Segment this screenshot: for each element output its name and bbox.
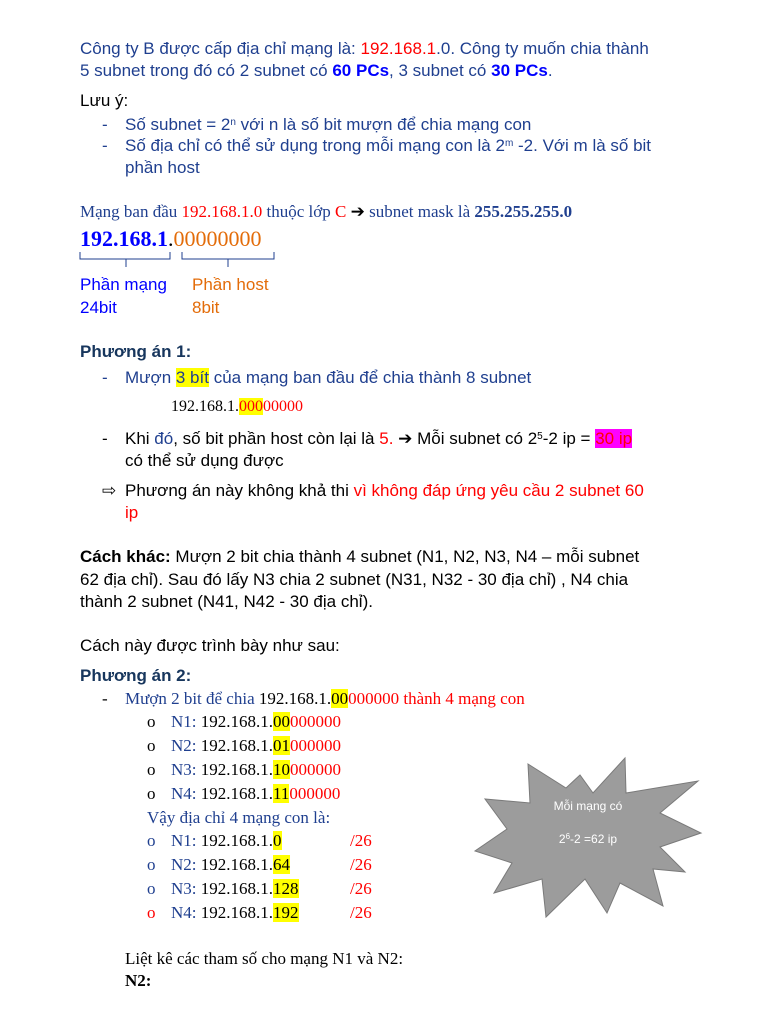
bullet-circle: o xyxy=(147,760,156,779)
subnet-decimal-row xyxy=(171,855,290,875)
host-bits: 000000 xyxy=(290,712,341,731)
text: -2 ip = xyxy=(542,429,596,448)
host-part-label: Phần host xyxy=(192,275,269,294)
conclusion-arrow-icon: ⇨ xyxy=(102,481,117,500)
note-text: Số địa chỉ có thể sử dụng trong mỗi mạng con là 2 xyxy=(125,136,505,155)
other-line-3: thành 2 subnet (N41, N42 - 30 địa chỉ). xyxy=(80,592,373,611)
reason-cont: ip xyxy=(125,503,139,522)
text: đó xyxy=(154,429,174,448)
bullet-circle: o xyxy=(147,855,156,874)
intro-line-2 xyxy=(80,61,553,81)
bullet-dash: - xyxy=(102,689,108,708)
borrowed-bits: 000 xyxy=(239,398,263,415)
option-1-bullet-1 xyxy=(125,368,531,388)
note-text: Số subnet = 2 xyxy=(125,115,231,134)
subnet-binary-row xyxy=(171,736,341,756)
text: Phương án này không khả thi xyxy=(125,481,354,500)
host-bits: 8bit xyxy=(192,298,220,317)
network-bits: 24bit xyxy=(80,298,117,317)
ip-prefix: 192.168.1. xyxy=(196,736,273,755)
option-2-title: Phương án 2: xyxy=(80,666,192,685)
ip-prefix: 192.168.1. xyxy=(196,760,273,779)
callout-line-1: Mỗi mạng có xyxy=(553,799,623,813)
ip-prefix: 192.168.1. xyxy=(196,784,273,803)
orig-network-line xyxy=(80,202,572,222)
ip-prefix: 192.168.1. xyxy=(196,831,273,850)
subnet-name: N3: xyxy=(171,879,197,898)
subnet-octet: 64 xyxy=(273,855,290,874)
subnet-mask: 255.255.255.0 xyxy=(474,202,573,221)
superscript: 6 xyxy=(565,832,571,841)
subnet-binary-row xyxy=(171,784,340,804)
prefix-length: /26 xyxy=(350,831,372,850)
arrow-right-icon: ➔ xyxy=(398,429,413,448)
text: của mạng ban đầu để chia thành 8 subnet xyxy=(208,368,532,387)
text: Mượn 2 bit chia thành 4 subnet (N1, N2, N3, N4 – mỗi subnet xyxy=(170,547,640,566)
prefix-length: /26 xyxy=(350,879,372,898)
note-title: Lưu ý: xyxy=(80,91,129,110)
subnet-binary-row xyxy=(171,760,341,780)
text: , số bit phần host còn lại là xyxy=(173,429,380,448)
superscript: 5 xyxy=(537,431,543,442)
list-params: Liệt kê các tham số cho mạng N1 và N2: xyxy=(125,949,404,968)
binary-address xyxy=(80,226,262,252)
subnet-octet: 0 xyxy=(273,831,282,850)
ip-count: 30 ip xyxy=(595,429,633,448)
host-bits: 000000 xyxy=(290,736,341,755)
orig-text: subnet mask là xyxy=(364,202,475,221)
orig-class: C xyxy=(335,202,347,221)
host-bits: 000000 xyxy=(290,760,341,779)
host-part: 00000000 xyxy=(173,226,262,251)
network-part: 192.168.1 xyxy=(80,226,168,251)
host-bits: 000000 xyxy=(289,784,341,803)
requirement-30: 30 PCs xyxy=(491,61,548,80)
highlight: 3 bít xyxy=(175,368,209,387)
subnet-bits: 01 xyxy=(273,736,290,755)
text: Mượn xyxy=(125,368,176,387)
ip-prefix: 192.168.1. xyxy=(196,903,273,922)
subnet-name: N2: xyxy=(171,855,197,874)
ip-prefix: 192.168.1. xyxy=(196,879,273,898)
bullet-circle: o xyxy=(147,879,156,898)
bullet-dash: - xyxy=(102,368,108,387)
requirement-60: 60 PCs xyxy=(332,61,390,80)
ip-prefix: 192.168.1. xyxy=(196,712,273,731)
reason: vì không đáp ứng yêu cầu 2 subnet 60 xyxy=(353,481,644,500)
subnet-name: N4: xyxy=(171,903,197,922)
intro-line-1 xyxy=(80,39,649,59)
subnet-octet: 128 xyxy=(273,879,299,898)
subnet-decimal-row xyxy=(171,831,282,851)
subnet-bits: 00 xyxy=(273,712,290,731)
superscript: m xyxy=(504,138,514,149)
intro-text: 5 subnet trong đó có 2 subnet có xyxy=(80,61,333,80)
text: Mỗi subnet có 2 xyxy=(412,429,538,448)
subnet-bits: 11 xyxy=(273,784,290,803)
network-bracket xyxy=(80,252,170,267)
host-bracket xyxy=(182,252,274,267)
host-bits: 00000 xyxy=(263,398,303,415)
note-text: -2. Với m là số bit xyxy=(513,136,652,155)
option-1-title: Phương án 1: xyxy=(80,342,192,361)
subnet-name: N4: xyxy=(171,784,197,803)
callout-line-2 xyxy=(470,829,706,849)
ip-prefix: 192.168.1. xyxy=(196,855,273,874)
intro-text: . xyxy=(547,61,553,80)
note-bullet-1 xyxy=(125,115,531,135)
bullet-dash: - xyxy=(102,429,108,448)
ip-prefix: 192.168.1. xyxy=(258,689,332,708)
text: Khi xyxy=(125,429,155,448)
arrow-right-icon: ➔ xyxy=(350,202,365,221)
superscript: n xyxy=(230,117,236,128)
intro-text: Công ty B được cấp địa chỉ mạng là: xyxy=(80,39,361,58)
text: Mượn 2 bit để chia xyxy=(125,689,259,708)
subnet-decimal-row xyxy=(171,879,299,899)
option-1-bullet-2 xyxy=(125,429,632,449)
prefix-length: /26 xyxy=(350,855,372,874)
bullet-circle: o xyxy=(147,903,156,922)
network-address: 192.168.1 xyxy=(360,39,437,58)
prefix-length: /26 xyxy=(350,903,372,922)
text: 000000 thành 4 mạng con xyxy=(348,689,525,708)
borrowed-bits: 00 xyxy=(331,689,349,708)
orig-text: thuộc lớp xyxy=(262,202,335,221)
bracket-lines xyxy=(78,250,278,272)
option-2-bullet-1 xyxy=(125,689,525,709)
subnet-octet: 192 xyxy=(273,903,299,922)
subnet-name: N1: xyxy=(171,712,197,731)
text: -2 =62 ip xyxy=(570,832,618,846)
option-1-conclusion xyxy=(125,481,644,501)
network-part-label: Phần mạng xyxy=(80,275,167,294)
presentation-line: Cách này được trình bày như sau: xyxy=(80,636,340,655)
bullet-circle: o xyxy=(147,736,156,755)
bullet-dash: - xyxy=(102,136,108,155)
subnet-name: N1: xyxy=(171,831,197,850)
subnet-bits: 10 xyxy=(273,760,290,779)
subnet-name: N2: xyxy=(171,736,197,755)
intro-text: , 3 subnet có xyxy=(389,61,492,80)
orig-text: Mạng ban đầu xyxy=(80,202,182,221)
ip-prefix: 192.168.1. xyxy=(171,398,239,415)
remaining-bits: 5. xyxy=(379,429,394,448)
note-bullet-2-cont: phần host xyxy=(125,158,200,177)
subnet-decimal-row xyxy=(171,903,299,923)
subnet-binary-row xyxy=(171,712,341,732)
option-1-bullet-2-cont: có thể sử dụng được xyxy=(125,451,284,470)
bullet-circle: o xyxy=(147,712,156,731)
dot: . xyxy=(168,226,174,251)
option-1-ip xyxy=(171,397,303,417)
text: 2 xyxy=(558,832,566,846)
note-text: với n là số bit mượn để chia mạng con xyxy=(235,115,532,134)
n2-heading: N2: xyxy=(125,971,152,990)
other-line-1 xyxy=(80,547,711,567)
intro-text: .0. Công ty muốn chia thành xyxy=(436,39,649,58)
orig-network: 192.168.1.0 xyxy=(181,202,263,221)
other-lead: Cách khác: xyxy=(80,547,171,566)
other-line-2: 62 địa chỉ). Sau đó lấy N3 chia 2 subnet (N31, N32 - 30 địa chỉ) , N4 chia xyxy=(80,570,629,589)
note-bullet-2 xyxy=(125,136,651,156)
bullet-dash: - xyxy=(102,115,108,134)
bullet-circle: o xyxy=(147,831,156,850)
subnet-name: N3: xyxy=(171,760,197,779)
bullet-circle: o xyxy=(147,784,156,803)
subnet-summary: Vậy địa chỉ 4 mạng con là: xyxy=(147,808,331,827)
